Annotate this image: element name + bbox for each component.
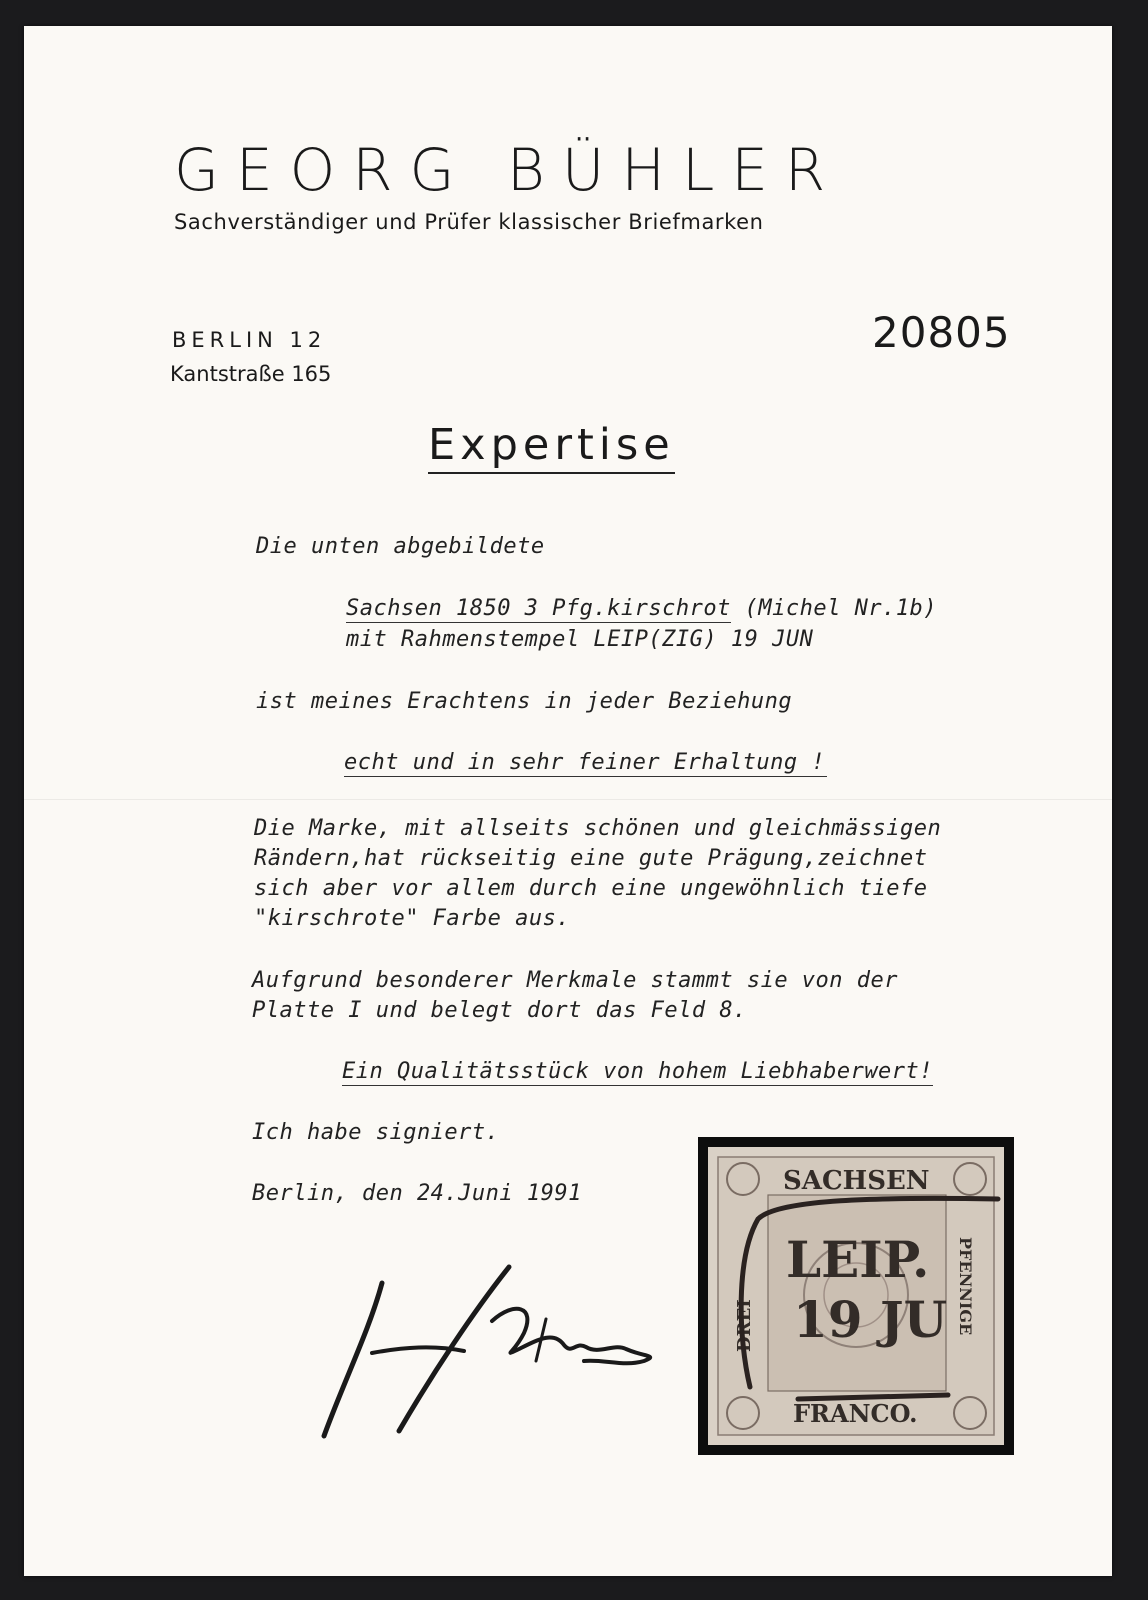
- paragraph-line: sich aber vor allem durch eine ungewöhnlich tiefe: [254, 876, 928, 901]
- stamp-left-text: DREI: [734, 1299, 755, 1352]
- certificate-number: 20805: [872, 308, 1011, 357]
- plate-paragraph: [252, 966, 898, 1026]
- signed-line: Ich habe signiert.: [252, 1120, 500, 1145]
- paragraph-line: Platte I und belegt dort das Feld 8.: [252, 998, 747, 1023]
- paragraph-line: "kirschrote" Farbe aus.: [254, 906, 571, 931]
- place-date-line: Berlin, den 24.Juni 1991: [252, 1181, 582, 1206]
- cancel-text-line2: 19 JU: [793, 1290, 948, 1349]
- stamp-bottom-text: FRANCO.: [793, 1399, 918, 1428]
- paragraph-line: Die Marke, mit allseits schönen und gleichmässigen: [254, 816, 942, 841]
- description-paragraph: [254, 814, 941, 934]
- intro-line: Die unten abgebildete: [256, 534, 545, 559]
- expert-name: GEORG BÜHLER: [174, 136, 843, 204]
- stamp-top-text: SACHSEN: [783, 1166, 930, 1196]
- stamp-name: Sachsen 1850 3 Pfg.kirschrot: [346, 596, 731, 621]
- paragraph-line: Rändern,hat rückseitig eine gute Prägung,zeichnet: [254, 846, 928, 871]
- verdict-line: echt und in sehr feiner Erhaltung !: [344, 750, 826, 775]
- fold-line: [24, 799, 1112, 800]
- cancel-text-line1: LEIP.: [786, 1230, 930, 1289]
- opinion-line: ist meines Erachtens in jeder Beziehung: [256, 689, 793, 714]
- expert-profession: Sachverständiger und Prüfer klassischer Briefmarken: [174, 210, 764, 234]
- michel-number: (Michel Nr.1b): [730, 596, 938, 621]
- stamp-description-line1: [346, 596, 937, 621]
- document-title: Expertise: [428, 420, 675, 474]
- handwritten-signature: [314, 1261, 674, 1451]
- paragraph-line: Aufgrund besonderer Merkmale stammt sie von der: [252, 968, 899, 993]
- stamp-photo: [698, 1137, 1014, 1455]
- address-city: BERLIN 12: [172, 328, 327, 352]
- stamp-right-text: PFENNIGE: [956, 1237, 975, 1336]
- address-street: Kantstraße 165: [170, 362, 332, 386]
- quality-statement: Ein Qualitätsstück von hohem Liebhaberwert!: [342, 1059, 934, 1084]
- stamp-description-line2: mit Rahmenstempel LEIP(ZIG) 19 JUN: [346, 627, 814, 652]
